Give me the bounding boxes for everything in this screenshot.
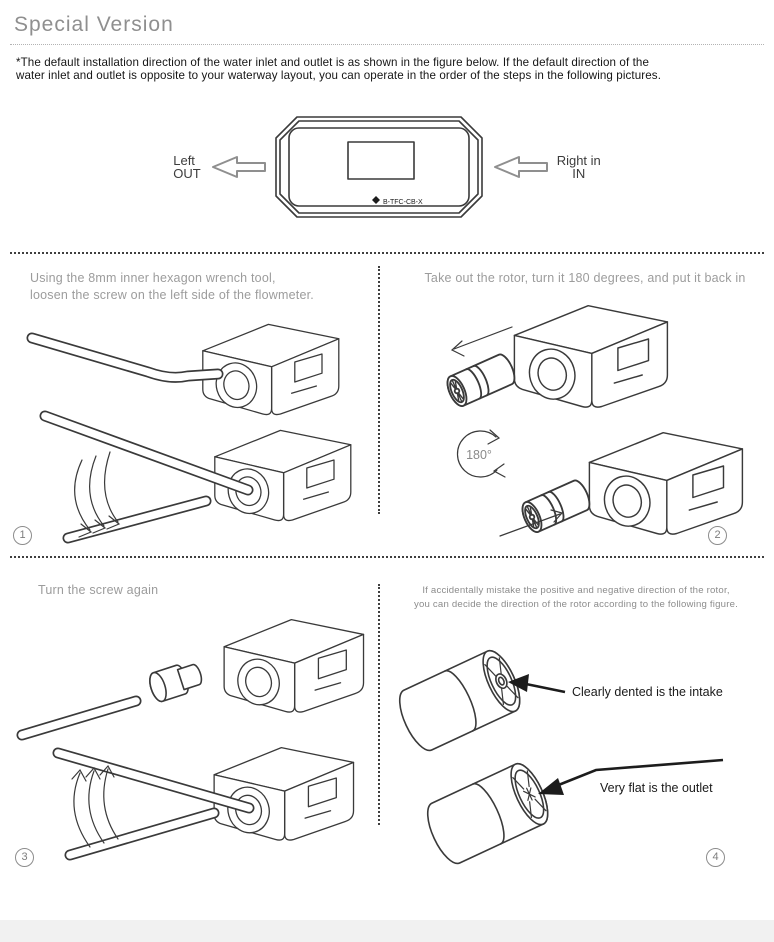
wrench-rod-icon [22, 701, 136, 735]
page-title: Special Version [14, 13, 174, 36]
step-3-drawing [6, 609, 374, 861]
rotation-label: 180° [466, 448, 492, 462]
step-2-drawing [400, 289, 762, 539]
step-4-badge: 4 [706, 848, 725, 867]
intake-label: Clearly dented is the intake [572, 685, 723, 699]
rotate-arcs-icon [72, 766, 118, 847]
step-2-panel [378, 254, 774, 556]
pull-out-arrow-icon [452, 327, 512, 356]
intro-paragraph [16, 56, 760, 82]
rotor-icon [444, 352, 519, 409]
step-1-text: Using the 8mm inner hexagon wrench tool, loosen the screw on the left side of the flowmeter. [30, 271, 314, 302]
flowmeter-iso [215, 430, 351, 520]
hex-wrench-icon [32, 338, 218, 377]
intro-line-2: water inlet and outlet is opposite to your waterway layout, you can operate in the order of the steps in the following pictures. [16, 69, 662, 82]
title-underline [10, 44, 764, 45]
intro-line-1: *The default installation direction of the water inlet and outlet is as shown in the figure below. If the default direction of the [16, 56, 649, 69]
step-4-drawing [388, 618, 764, 880]
wrench-inserted-icon [58, 753, 249, 855]
left-arrow-icon [210, 154, 266, 180]
hex-wrench-inserted-icon [45, 416, 248, 538]
left-out-label: Left OUT [173, 152, 201, 181]
step-2-badge: 2 [708, 526, 727, 545]
rotor-icon [519, 478, 594, 535]
rotate-180-icon [457, 430, 505, 477]
right-in-label: Right in IN [556, 152, 601, 181]
right-arrow-icon [492, 154, 548, 180]
step-4-text: If accidentally mistake the positive and negative direction of the rotor, you can decide the direction of the rotor according to the following figure. [414, 585, 738, 610]
orientation-figure [0, 106, 774, 228]
step-1-panel [0, 254, 378, 556]
step-3-panel [0, 558, 378, 883]
brand-logo-text: B-TFC-CB-X [382, 199, 423, 206]
flowmeter-iso [224, 620, 363, 712]
footer-band [0, 920, 774, 942]
step-4-panel [378, 558, 774, 883]
flowmeter-front-view [275, 116, 483, 218]
rotor-outlet-icon [420, 759, 555, 869]
flowmeter-iso [514, 306, 667, 407]
step-3-badge: 3 [15, 848, 34, 867]
step-3-text: Turn the screw again [38, 583, 159, 597]
flowmeter-iso [214, 748, 353, 840]
step-2-text: Take out the rotor, turn it 180 degrees, and put it back in [424, 271, 746, 285]
outlet-label: Very flat is the outlet [600, 781, 713, 795]
step-1-badge: 1 [13, 526, 32, 545]
steps-row-1 [0, 254, 774, 556]
screw-plug-icon [147, 659, 205, 703]
steps-row-2 [0, 558, 774, 883]
step-1-drawing [10, 312, 372, 542]
rotor-intake-icon [392, 646, 527, 756]
flowmeter-iso [589, 433, 742, 534]
flowmeter-iso [203, 324, 339, 414]
